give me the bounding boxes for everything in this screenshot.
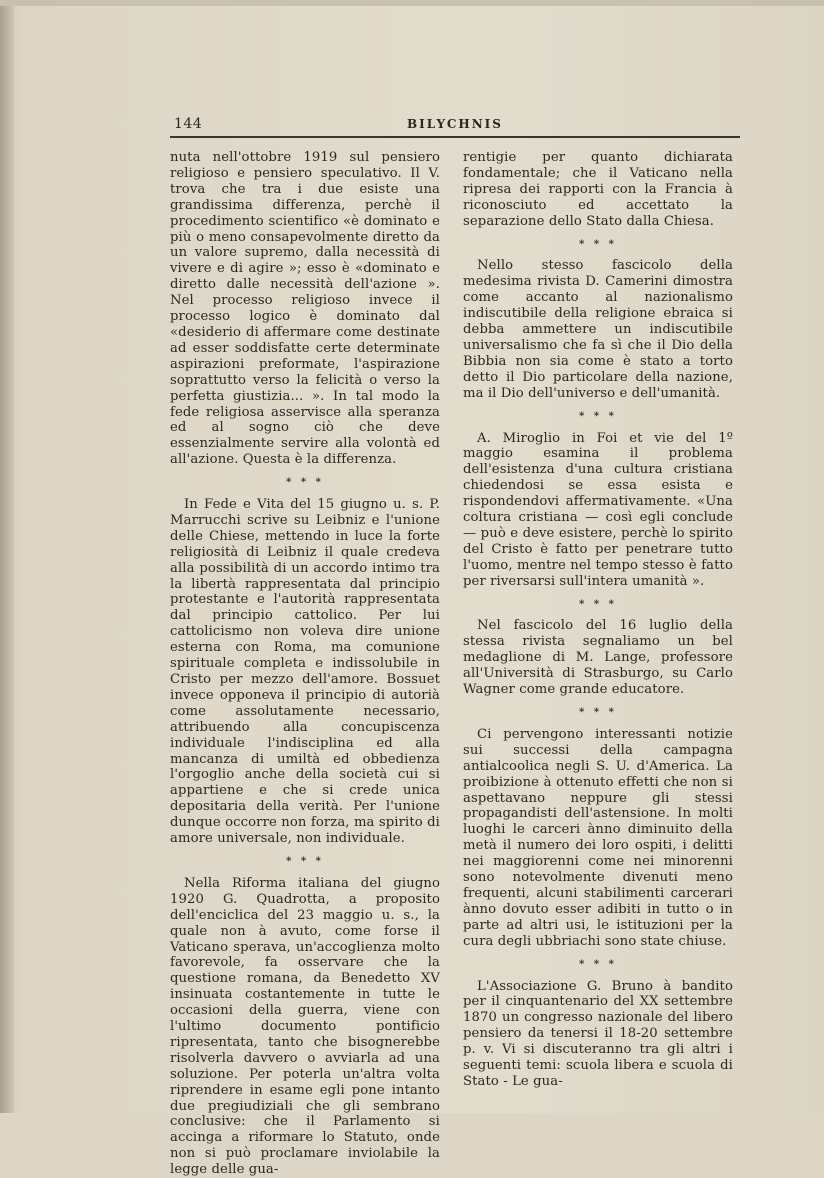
- section-separator: * * *: [579, 707, 617, 718]
- paragraph: A. Miroglio in Foi et vie del 1º maggio esamina il problema dell'esistenza d'una cultura cristiana chiedendosi se essa esista e rispondendovi affermativamente. «Una coltura cristiana — così egli conclude — può e deve esistere, perchè lo spirito del Cristo è fatto per penetrare tutto l'uomo, mentre nel tempo stesso è fatto per riversarsi sull'intera umanità ».: [463, 430, 733, 589]
- section-separator: * * *: [579, 958, 617, 970]
- paragraph: Nello stesso fascicolo della medesima rivista D. Camerini dimostra come accanto al nazionalismo indiscutibile della religione ebraica si debba ammettere un indiscutibile universalismo che fa sì che il Dio della Bibbia non sia come è stato a torto detto il Dio particolare della nazione, ma il Dio dell'universo e dell'umanità.: [463, 258, 733, 401]
- paragraph: In Fede e Vita del 15 giugno u. s. P. Marrucchi scrive su Leibniz e l'unione delle Chiese, mettendo in luce la forte religiosità di Leibniz il quale credeva alla possibilità di un accordo intimo tra la libertà rappresentata dal principio protestante e l'autorità rappresentata dal principio cattolico. Per lui cattolicismo non voleva dire unione esterna con Roma, ma comunione spirituale completa e indissolubile in Cristo per mezzo dell'amore. Bossuet invece opponeva il principio di autorià come assolutamente necessario, attribuendo alla concupiscenza individuale l'indisciplina ed alla mancanza di umiltà ed obbedienza l'orgoglio anche della società cui si appartiene e che si crede unica depositaria della verità. Per l'unione dunque occorre non forza, ma spirito di amore universale, non individuale.: [170, 497, 440, 847]
- left-column: [170, 150, 440, 1178]
- paragraph: Nel fascicolo del 16 luglio della stessa rivista segnaliamo un bel medaglione di M. Lange, professore all'Università di Strasburgo, su Carlo Wagner come grande educatore.: [463, 618, 733, 698]
- section-separator: * * *: [286, 477, 324, 489]
- paragraph: Nella Riforma italiana del giugno 1920 G. Quadrotta, a proposito dell'enciclica del 23 maggio u. s., la quale non à avuto, come forse il Vaticano sperava, un'accoglienza molto favorevole, fa osservare che la questione romana, da Benedetto XV insinuata costantemente in tutte le occasioni della guerra, viene con l'ultimo documento pontificio ripresentata, tanto che bisognerebbe risolverla davvero o avviarla ad una soluzione. Per poterla un'altra volta riprendere in esame egli pone intanto due pregiudiziali che gli sembrano conclusive: che il Parlamento si accinga a riformare lo Statuto, onde non si può proclamare inviolabile la legge delle gua-: [170, 875, 440, 1178]
- page-top-edge: [0, 0, 824, 6]
- paragraph: Ci pervengono interessanti notizie sui successi della campagna antialcoolica negli S. U. d'America. La proibizione à ottenuto effetti che non si aspettavano neppure gli stessi propagandisti dell'astensione. In molti luoghi le carceri ànno diminuito della metà il numero dei loro ospiti, i delitti nei maggiorenni come nei minorenni sono notevolmente divenuti meno frequenti, alcuni stabilimenti carcerari ànno dovuto esser adibiti in tutto o in parte ad altri usi, le istituzioni per la cura degli ubbriachi sono state chiuse.: [463, 726, 733, 949]
- section-separator: * * *: [579, 598, 617, 610]
- page-number: 144: [174, 116, 203, 132]
- section-separator: * * *: [579, 410, 617, 422]
- paragraph: rentigie per quanto dichiarata fondamentale; che il Vaticano nella ripresa dei rapporti con la Francia à riconosciuto ed accettato la separazione dello Stato dalla Chiesa.: [463, 150, 733, 229]
- running-title: BILYCHNIS: [407, 117, 503, 131]
- section-separator: * * *: [286, 855, 324, 867]
- paragraph: L'Associazione G. Bruno à bandito per il cinquantenario del XX settembre 1870 un congresso nazionale del libero pensiero da tenersi il 18-20 settembre p. v. Vi si discuteranno tra gli altri i seguenti temi: scuola libera e scuola di Stato - Le gua-: [463, 978, 733, 1089]
- section-separator: * * *: [579, 238, 617, 250]
- page-spine-shadow: [0, 0, 14, 1113]
- page-header: [170, 114, 740, 136]
- right-column: [463, 150, 733, 1090]
- paragraph: nuta nell'ottobre 1919 sul pensiero religioso e pensiero speculativo. Il V. trova che tra i due esiste una grandissima differenza, perchè il procedimento scientifico «è dominato e più o meno consapevolmente diretto da un valore supremo, dalla necessità di vivere e di agire »; esso è «dominato e diretto dalle necessità dell'azione ». Nel processo religioso invece il processo logico è dominato dal «desiderio di affermare come destinate ad esser soddisfatte certe determinate aspirazioni preformate, l'aspirazione soprattutto verso la felicità o verso la perfetta giustizia... ». In tal modo la fede religiosa asservisce alla speranza ed al sogno ciò che deve essenzialmente servire alla volontà ed all'azione. Questa è la differenza.: [170, 150, 440, 468]
- header-rule: [170, 136, 740, 138]
